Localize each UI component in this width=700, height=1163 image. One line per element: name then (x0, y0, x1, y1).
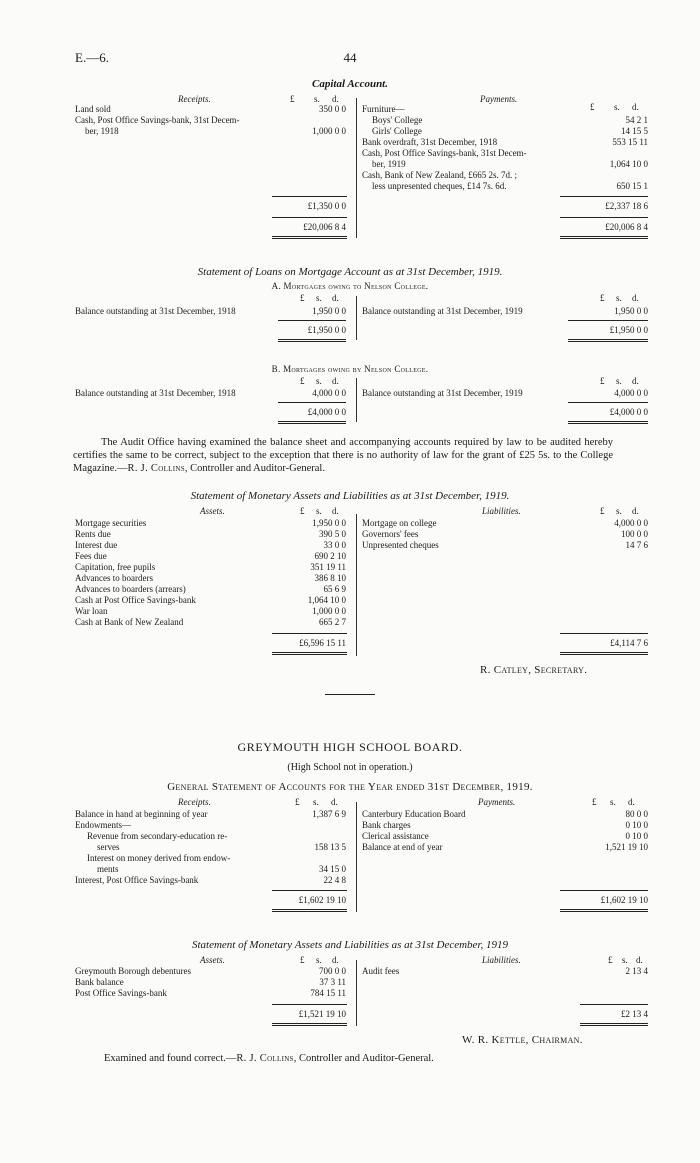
asset-label: Fees due (75, 551, 107, 561)
greymouth-statement-title: General Statement of Accounts for the Year ended 31st December, 1919. (167, 781, 533, 793)
greymouth-receipt-row: serves (97, 842, 120, 852)
greymouth-board-subtitle: (High School not in operation.) (287, 762, 413, 773)
loans-b-left-total: £4,000 0 0 (307, 407, 346, 417)
greymouth-receipts-total: £1,602 19 10 (298, 895, 346, 905)
capital-receipts-double-rule (272, 236, 347, 239)
loans-a-right-amount: 1,950 0 0 (614, 306, 648, 316)
greymouth-liability-label: Audit fees (362, 966, 400, 976)
greymouth-payment-row: Canterbury Education Board (362, 809, 466, 819)
monetary-assets-total: £6,596 15 11 (299, 638, 346, 648)
greymouth-receipt-row: Balance in hand at beginning of year (75, 809, 208, 819)
asset-amount: 33 0 0 (323, 540, 346, 550)
capital-receipts-total: £20,006 8 4 (303, 222, 346, 232)
greymouth-receipt-row: Revenue from secondary-education re- (87, 831, 228, 841)
monetary-liabilities-double-rule (560, 652, 648, 655)
greymouth-liabilities-total: £2 13 4 (621, 1009, 648, 1019)
greymouth-payments-total-rule (560, 890, 648, 891)
monetary-assets-heading: Assets. (200, 506, 225, 516)
greymouth-receipt-row: ments (97, 864, 119, 874)
asset-label: Cash at Post Office Savings-bank (75, 595, 196, 605)
greymouth-payment-amount: 1,521 19 10 (605, 842, 648, 852)
asset-label: Capitation, free pupils (75, 562, 156, 572)
greymouth-payments-heading: Payments. (478, 797, 516, 807)
greymouth-assets-total-rule (272, 1004, 347, 1005)
greymouth-liabilities-total-rule (580, 1004, 648, 1005)
capital-payment-row: ber, 1919 (372, 159, 406, 169)
asset-amount: 1,064 10 0 (307, 595, 346, 605)
greymouth-payment-amount: 0 10 0 (625, 820, 648, 830)
loans-b-right-double-rule (568, 421, 648, 424)
liability-amount: 100 0 0 (621, 529, 648, 539)
capital-payment-amount: 14 15 5 (621, 126, 648, 136)
loans-a-left-rule (278, 320, 346, 321)
greymouth-liability-amount: 2 13 4 (625, 966, 648, 976)
loans-section-a-title: A. Mortgages owing to Nelson College. (271, 281, 429, 291)
greymouth-receipts-heading: Receipts. (178, 797, 211, 807)
capital-payments-double-rule (560, 236, 648, 239)
section-separator (325, 694, 375, 695)
greymouth-receipt-amount: 158 13 5 (314, 842, 346, 852)
capital-payment-row: Furniture— (362, 104, 405, 114)
greymouth-assets-heading: Assets. (200, 955, 225, 965)
capital-payment-row: Cash, Post Office Savings-bank, 31st Decem- (362, 148, 527, 158)
greymouth-liabilities-double-rule (580, 1023, 648, 1026)
asset-amount: 390 5 0 (319, 529, 346, 539)
loans-a-left-double-rule (278, 339, 346, 342)
greymouth-monetary-divider (356, 960, 357, 1026)
loans-a-right-label: Balance outstanding at 31st December, 1919 (362, 306, 523, 316)
liability-label: Mortgage on college (362, 518, 437, 528)
loans-a-left-total: £1,950 0 0 (307, 325, 346, 335)
loans-a-divider (356, 296, 357, 340)
greymouth-payment-amount: 80 0 0 (625, 809, 648, 819)
loans-b-right-label: Balance outstanding at 31st December, 1919 (362, 388, 523, 398)
asset-amount: 1,950 0 0 (312, 518, 346, 528)
capital-receipts-subtotal: £1,350 0 0 (307, 201, 346, 211)
asset-label: Cash at Bank of New Zealand (75, 617, 184, 627)
monetary-liabilities-heading: Liabilities. (482, 506, 521, 516)
asset-amount: 65 6 9 (323, 584, 346, 594)
capital-account-title: Capital Account. (312, 78, 388, 90)
greymouth-asset-label: Greymouth Borough debentures (75, 966, 191, 976)
monetary-statement-title: Statement of Monetary Assets and Liabilities as at 31st December, 1919. (190, 490, 510, 502)
capital-payment-amount: 54 2 1 (625, 115, 648, 125)
capital-payments-total-rule (560, 217, 648, 218)
greymouth-asset-amount: 700 0 0 (319, 966, 346, 976)
asset-amount: 351 19 11 (310, 562, 346, 572)
loans-b-right-amount: 4,000 0 0 (614, 388, 648, 398)
greymouth-receipt-amount: 34 15 0 (319, 864, 346, 874)
capital-payments-total: £20,006 8 4 (605, 222, 648, 232)
capital-receipts-total-rule (272, 217, 347, 218)
greymouth-liabilities-heading: Liabilities. (482, 955, 521, 965)
greymouth-assets-total: £1,521 19 10 (298, 1009, 346, 1019)
greymouth-receipt-amount: 22 4 8 (323, 875, 346, 885)
monetary-liabilities-total-rule (560, 633, 648, 634)
loans-b-right-total: £4,000 0 0 (609, 407, 648, 417)
monetary-column-divider (356, 514, 357, 656)
capital-payment-row: less unpresented cheques, £14 7s. 6d. (372, 181, 507, 191)
greymouth-payments-double-rule (560, 909, 648, 912)
capital-payment-amount: 1,064 10 0 (609, 159, 648, 169)
greymouth-payment-row: Balance at end of year (362, 842, 443, 852)
loans-statement-title: Statement of Loans on Mortgage Account as at 31st December, 1919. (197, 266, 503, 278)
capital-receipts-subtotal-rule (272, 196, 347, 197)
chairman-signature: W. R. Kettle, Chairman. (462, 1034, 583, 1046)
greymouth-receipts-total-rule (272, 890, 347, 891)
asset-label: Interest due (75, 540, 118, 550)
loans-b-left-amount: 4,000 0 0 (312, 388, 346, 398)
capital-payment-row: Cash, Bank of New Zealand, £665 2s. 7d. ; (362, 170, 517, 180)
liability-label: Governors' fees (362, 529, 419, 539)
loans-a-right-total: £1,950 0 0 (609, 325, 648, 335)
loans-b-divider (356, 378, 357, 422)
audit-certificate-paragraph: The Audit Office having examined the balance sheet and accompanying accounts required by law to be audited hereby certifies the same to be correct, subject to the exception that there is no authority of law for the grant of £25 5s. to the College Magazine.—R. J. Collins, Controller and Auditor-General. (73, 437, 613, 474)
capital-receipt-row: ber, 1918 (85, 126, 119, 136)
greymouth-receipt-row: Endowments— (75, 820, 131, 830)
capital-payment-row: Boys' College (372, 115, 423, 125)
greymouth-payments-total: £1,602 19 10 (600, 895, 648, 905)
greymouth-payment-row: Clerical assistance (362, 831, 429, 841)
capital-receipt-row: Cash, Post Office Savings-bank, 31st Decem- (75, 115, 240, 125)
liability-amount: 14 7 6 (625, 540, 648, 550)
asset-label: War loan (75, 606, 108, 616)
capital-receipt-amount: 1,000 0 0 (312, 126, 346, 136)
greymouth-payment-row: Bank charges (362, 820, 411, 830)
capital-payment-amount: 650 15 1 (616, 181, 648, 191)
capital-payments-heading: Payments. (480, 94, 518, 104)
greymouth-asset-amount: 784 15 11 (310, 988, 346, 998)
asset-amount: 690 2 10 (314, 551, 346, 561)
loans-b-left-double-rule (278, 421, 346, 424)
greymouth-audit-statement: Examined and found correct.—R. J. Collins, Controller and Auditor-General. (104, 1053, 434, 1064)
document-reference: E.—6. (75, 50, 109, 65)
capital-payments-subtotal-rule (560, 196, 648, 197)
greymouth-receipt-row: Interest on money derived from endow- (87, 853, 231, 863)
asset-amount: 665 2 7 (319, 617, 346, 627)
liability-amount: 4,000 0 0 (614, 518, 648, 528)
greymouth-payment-amount: 0 10 0 (625, 831, 648, 841)
loans-b-right-rule (568, 402, 648, 403)
monetary-liabilities-total: £4,114 7 6 (610, 638, 648, 648)
greymouth-receipt-amount: 1,387 6 9 (312, 809, 346, 819)
monetary-assets-total-rule (272, 633, 347, 634)
liability-label: Unpresented cheques (362, 540, 439, 550)
greymouth-monetary-title: Statement of Monetary Assets and Liabilities as at 31st December, 1919 (191, 939, 509, 951)
capital-payment-row: Girls' College (372, 126, 422, 136)
asset-amount: 386 8 10 (314, 573, 346, 583)
greymouth-asset-amount: 37 3 11 (319, 977, 346, 987)
loans-a-left-label: Balance outstanding at 31st December, 1918 (75, 306, 236, 316)
asset-label: Advances to boarders (arrears) (75, 584, 186, 594)
capital-receipts-heading: Receipts. (178, 94, 211, 104)
greymouth-assets-double-rule (272, 1023, 347, 1026)
greymouth-asset-label: Post Office Savings-bank (75, 988, 167, 998)
loans-section-b-title: B. Mortgages owing by Nelson College. (271, 364, 429, 374)
asset-label: Mortgage securities (75, 518, 147, 528)
greymouth-column-divider (356, 802, 357, 912)
loans-a-right-rule (568, 320, 648, 321)
greymouth-receipt-row: Interest, Post Office Savings-bank (75, 875, 199, 885)
loans-b-left-label: Balance outstanding at 31st December, 1918 (75, 388, 236, 398)
capital-column-divider (356, 98, 357, 238)
loans-a-left-amount: 1,950 0 0 (312, 306, 346, 316)
greymouth-receipts-double-rule (272, 909, 347, 912)
capital-receipt-amount: 350 0 0 (319, 104, 346, 114)
asset-label: Rents due (75, 529, 111, 539)
asset-label: Advances to boarders (75, 573, 153, 583)
monetary-assets-double-rule (272, 652, 347, 655)
capital-receipt-row: Land sold (75, 104, 111, 114)
loans-b-left-rule (278, 402, 346, 403)
greymouth-board-title: GREYMOUTH HIGH SCHOOL BOARD. (237, 740, 463, 754)
asset-amount: 1,000 0 0 (312, 606, 346, 616)
loans-a-right-double-rule (568, 339, 648, 342)
capital-payments-subtotal: £2,337 18 6 (605, 201, 648, 211)
secretary-signature: R. Catley, Secretary. (480, 664, 588, 676)
greymouth-asset-label: Bank balance (75, 977, 124, 987)
page-number: 44 (343, 50, 357, 65)
capital-payment-row: Bank overdraft, 31st December, 1918 (362, 137, 498, 147)
capital-payment-amount: 553 15 11 (612, 137, 648, 147)
